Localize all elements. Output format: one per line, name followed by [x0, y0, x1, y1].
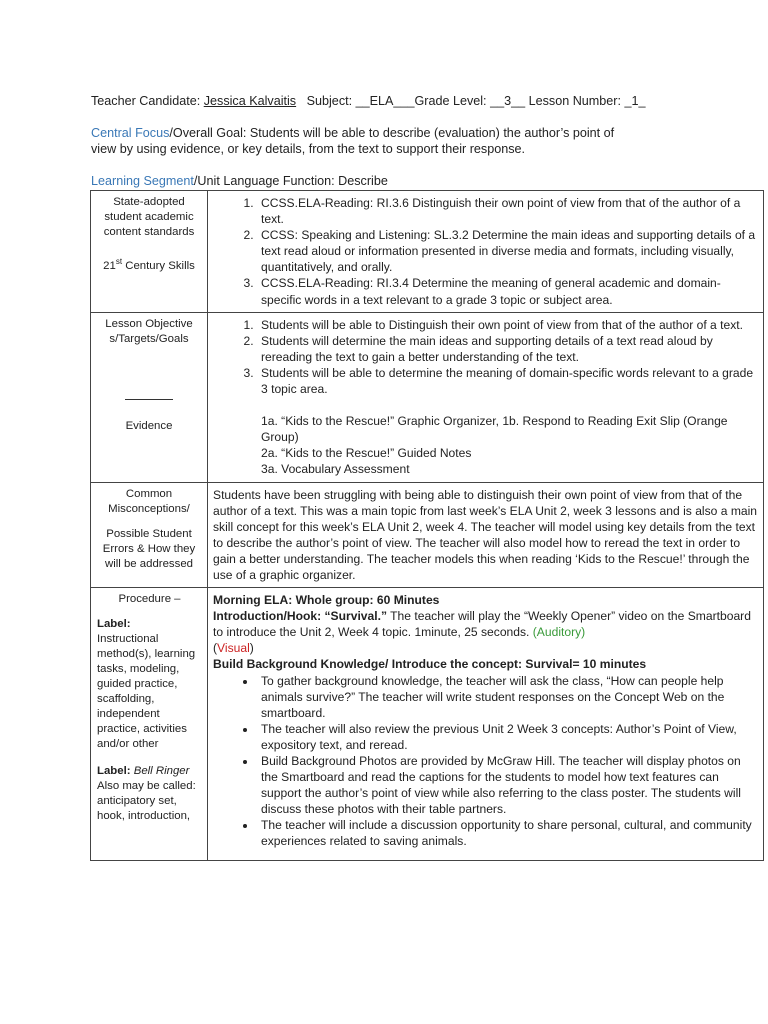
teacher-name: Jessica Kalvaitis	[203, 94, 297, 108]
central-focus-text-2: view by using evidence, or key details, from the text to support their response.	[91, 142, 526, 156]
standards-content	[208, 191, 764, 313]
paren-close: )	[249, 641, 254, 656]
header-line	[91, 93, 646, 109]
bell-ringer-term: Bell Ringer	[133, 765, 190, 778]
procedure-bullet: • The teacher will also review the previous Unit 2 Week 3 concepts: Author’s Point of View, expository text, and reread.	[257, 721, 758, 753]
morning-ela-heading: Morning ELA: Whole group: 60 Minutes	[213, 593, 440, 608]
objectives-row	[91, 312, 764, 482]
objectives-label-cell	[91, 312, 208, 482]
grade-label: Grade Level:	[414, 94, 491, 108]
misconceptions-label-cell	[91, 482, 208, 588]
intro-text: The teacher will play the “Weekly Opener” video on the Smartboard to introduce the Unit 2, Week 4 topic. 1minute, 25 seconds.	[213, 609, 751, 640]
label-heading: Label:	[97, 618, 131, 631]
evidence-item: 2a. “Kids to the Rescue!” Guided Notes	[261, 446, 472, 461]
subject-value: __ELA___	[355, 94, 415, 108]
standards-label: State-adopted student academic content standards	[103, 196, 195, 238]
procedure-title: Procedure –	[118, 593, 181, 606]
paren-open: (	[213, 641, 218, 656]
auditory-tag: (Auditory)	[532, 625, 586, 640]
grade-value: __3__	[490, 94, 526, 108]
objective-item: 3. Students will be able to determine the meaning of domain-specific words relevant to a grade 3 topic area.	[257, 365, 758, 397]
lesson-value: _1_	[624, 94, 646, 108]
objectives-content	[208, 312, 764, 482]
learning-segment	[91, 173, 388, 189]
intro-paragraph	[213, 608, 758, 656]
misconceptions-content	[208, 482, 764, 588]
label-description: Instructional method(s), learning tasks, modeling, guided practice, scaffolding, independent practice, activities and/or other	[97, 633, 196, 751]
intro-heading: Introduction/Hook: “Survival.”	[213, 609, 388, 624]
misconceptions-text: Students have been struggling with being able to distinguish their own point of view from that of the author of a text. This was a main topic from last week’s ELA Unit 2, week 3 lessons and is also a main skill concept for this week’s ELA Unit 2, week 4. The teacher will model using key details from the text to describe the author’s point of view. The teacher will also model how to reread the text in order to gain a better understanding. The teacher models this when reading ‘Kids to the Rescue!’ through the use of a graphic organizer.	[213, 487, 758, 582]
lesson-plan-table	[90, 190, 764, 861]
century-skills-label: 21st Century Skills	[103, 257, 195, 272]
evidence-item: 3a. Vocabulary Assessment	[261, 462, 410, 477]
procedure-bullet: • To gather background knowledge, the teacher will ask the class, “How can people help animals survive?” The teacher will write student responses on the Concept Web on the smartboard.	[257, 673, 758, 721]
procedure-bullet: • The teacher will include a discussion opportunity to share personal, cultural, and community experiences related to saving animals.	[257, 817, 758, 849]
standards-label-cell	[91, 191, 208, 313]
procedure-content	[208, 588, 764, 861]
learning-segment-label: Learning Segment	[91, 174, 194, 188]
evidence-label: Evidence	[125, 419, 173, 432]
procedure-row	[91, 588, 764, 861]
lesson-label: Lesson Number:	[525, 94, 625, 108]
label-heading: Label:	[97, 765, 131, 778]
central-focus	[91, 125, 614, 141]
background-heading: Build Background Knowledge/ Introduce the concept: Survival= 10 minutes	[213, 657, 647, 672]
misconceptions-label: Common Misconceptions/	[108, 487, 190, 515]
standard-item: 2. CCSS: Speaking and Listening: SL.3.2 Determine the main ideas and supporting details of a text read aloud or information presented in diverse media and formats, including visually, quantitatively, and orally.	[257, 227, 758, 275]
evidence-item: 1a. “Kids to the Rescue!” Graphic Organizer, 1b. Respond to Reading Exit Slip (Orange Group)	[261, 414, 728, 445]
procedure-bullet: • Build Background Photos are provided by McGraw Hill. The teacher will display photos on the Smartboard and read the captions for the students to model how text features can support the author’s point of view while also referring to the class poster. The students will discuss these photos with their table partners.	[257, 753, 758, 817]
central-focus-text-1: /Overall Goal: Students will be able to describe (evaluation) the author’s point of	[169, 126, 615, 140]
central-focus-line-2	[91, 141, 525, 157]
subject-label: Subject:	[296, 94, 356, 108]
objective-item: 2. Students will determine the main ideas and supporting details of a text read aloud by rereading the text to gain a better understanding of the text.	[257, 333, 758, 365]
misconceptions-row	[91, 482, 764, 588]
separator-line	[125, 399, 173, 400]
procedure-label-cell	[91, 588, 208, 861]
visual-tag: Visual	[217, 641, 250, 656]
learning-segment-text: /Unit Language Function: Describe	[193, 174, 388, 188]
standards-row	[91, 191, 764, 313]
teacher-label: Teacher Candidate:	[91, 94, 204, 108]
errors-label: Possible Student Errors & How they will be addressed	[102, 527, 196, 570]
standard-item: 3. CCSS.ELA-Reading: RI.3.4 Determine the meaning of general academic and domain-specific words in a text relevant to a grade 3 topic or subject area.	[257, 275, 758, 307]
bell-ringer-description: Also may be called: anticipatory set, hook, introduction,	[97, 780, 196, 823]
objective-item: 1. Students will be able to Distinguish their own point of view from that of the author of a text.	[257, 317, 758, 333]
standard-item: 1. CCSS.ELA-Reading: RI.3.6 Distinguish their own point of view from that of the author of a text.	[257, 195, 758, 227]
objectives-label: Lesson Objectives/Targets/Goals	[105, 317, 193, 345]
central-focus-label: Central Focus	[91, 126, 170, 140]
bell-ringer-label	[97, 764, 202, 824]
